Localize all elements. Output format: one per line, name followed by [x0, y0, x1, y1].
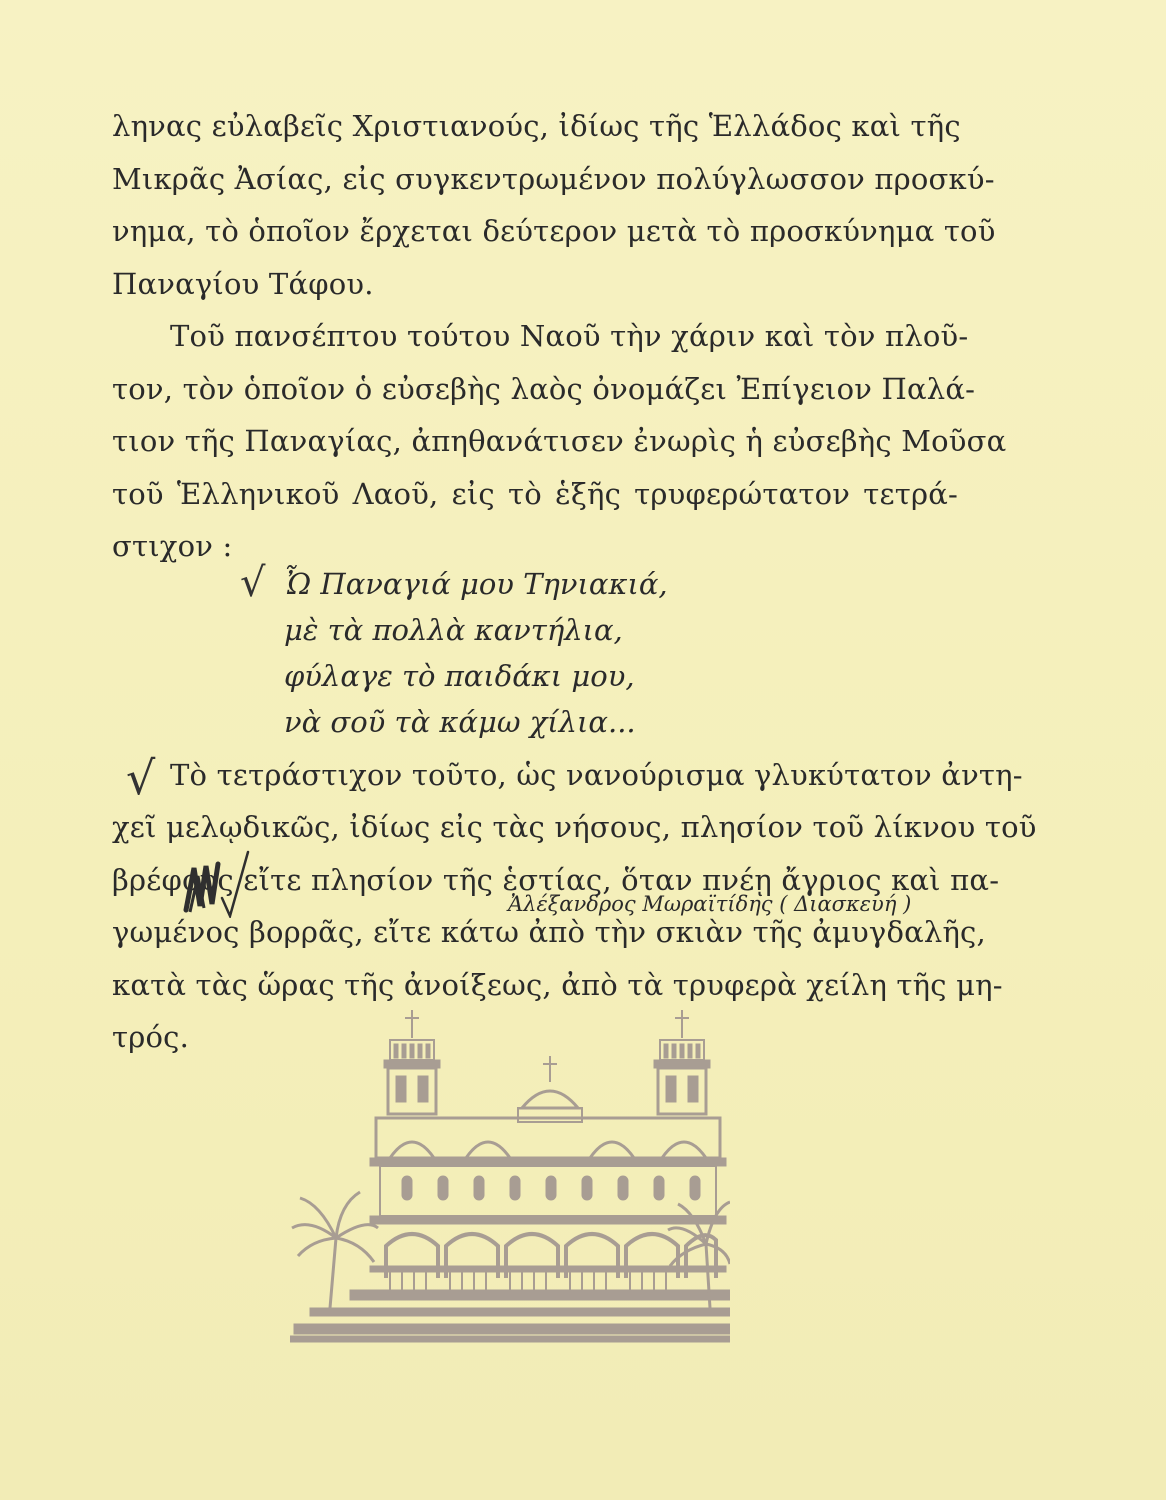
text-line-5: Τοῦ πανσέπτου τούτου Ναοῦ τὴν χάριν καὶ τὸν πλοῦ-: [170, 319, 969, 353]
text-line-1: ληνας εὐλαβεῖς Χριστιανούς, ἰδίως τῆς Ἑλλάδος καὶ τῆς: [112, 109, 961, 143]
text-line-12: βρέφους εἴτε πλησίον τῆς ἑστίας, ὅταν πνέῃ ἄγριος καὶ πα-: [112, 862, 1000, 897]
text-line-8: τοῦ Ἑλληνικοῦ Λαοῦ, εἰς τὸ ἑξῆς τρυφερώτατον τετρά-: [112, 476, 958, 511]
text-line-14: κατὰ τὰς ὥρας τῆς ἀνοίξεως, ἀπὸ τὰ τρυφερὰ χείλη τῆς μη-: [112, 967, 1003, 1002]
text-line-3: νημα, τὸ ὁποῖον ἔρχεται δεύτερον μετὰ τὸ προσκύνημα τοῦ: [112, 214, 996, 248]
poem-line-4: νὰ σοῦ τὰ κάμω χίλια...: [284, 704, 636, 739]
handwritten-check-mark-icon: √: [240, 559, 266, 606]
text-line-15: τρός.: [112, 1020, 190, 1054]
handwritten-check-mark-icon: √: [126, 750, 156, 805]
text-line-10: Τὸ τετράστιχον τοῦτο, ὡς νανούρισμα γλυκύτατον ἀντη-: [170, 757, 1023, 792]
text-line-2: Μικρᾶς Ἀσίας, εἰς συγκεντρωμένον πολύγλωσσον προσκύ-: [112, 161, 995, 196]
body-text: [112, 100, 1037, 1064]
text-line-7: τιον τῆς Παναγίας, ἀπηθανάτισεν ἐνωρὶς ἡ εὐσεβὴς Μοῦσα: [112, 424, 1007, 458]
text-line-4: Παναγίου Τάφου.: [112, 266, 374, 301]
text-line-11: χεῖ μελῳδικῶς, ἰδίως εἰς τὰς νήσους, πλησίον τοῦ λίκνου τοῦ: [112, 810, 1037, 844]
text-line-9: στιχον :: [112, 529, 233, 563]
author-attribution: Ἀλέξανδρος Μωραϊτίδης ( Διασκευή ): [508, 892, 912, 916]
handwritten-scribble-icon: [178, 848, 258, 918]
poem-line-2: μὲ τὰ πολλὰ καντήλια,: [284, 612, 623, 647]
text-line-13: γωμένος βορρᾶς, εἴτε κάτω ἀπὸ τὴν σκιὰν τῆς ἀμυγδαλῆς,: [112, 915, 986, 949]
poem-quatrain: [112, 561, 958, 745]
poem-line-3: φύλαγε τὸ παιδάκι μου,: [284, 658, 635, 693]
poem-line-1: Ὦ Παναγιά μου Τηνιακιά,: [284, 566, 668, 601]
text-line-6: τον, τὸν ὁποῖον ὁ εὐσεβὴς λαὸς ὀνομάζει Ἐπίγειον Παλά-: [112, 371, 976, 406]
church-illustration: [290, 1008, 730, 1348]
